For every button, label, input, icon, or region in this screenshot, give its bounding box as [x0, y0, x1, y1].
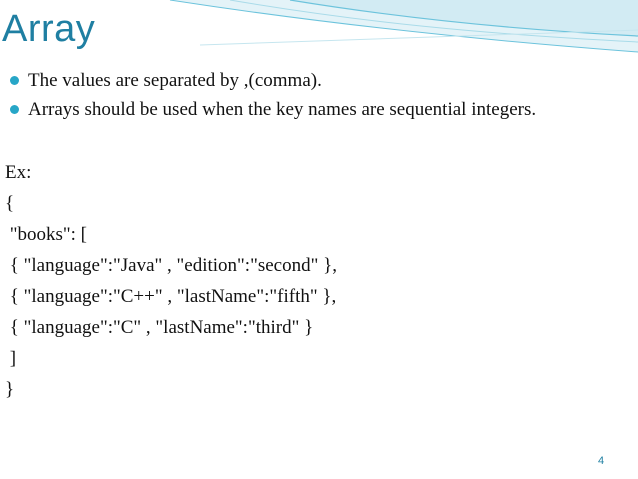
bullet-list — [10, 68, 610, 126]
bullet-dot-icon — [10, 105, 19, 114]
header-wave-decoration — [0, 0, 638, 70]
code-line: } — [5, 379, 15, 400]
code-line: { "language":"Java" , "edition":"second" }, — [5, 255, 337, 276]
bullet-item — [10, 97, 610, 122]
bullet-text: Arrays should be used when the key names are sequential integers. — [28, 99, 537, 120]
code-line: { "language":"C" , "lastName":"third" } — [5, 317, 314, 338]
example-label: Ex: — [5, 162, 32, 183]
code-line: { — [5, 193, 15, 214]
code-line: { "language":"C++" , "lastName":"fifth" }, — [5, 286, 337, 307]
bullet-item — [10, 68, 610, 93]
json-example — [5, 157, 605, 405]
bullet-dot-icon — [10, 76, 19, 85]
bullet-text: The values are separated by ,(comma). — [28, 70, 322, 91]
page-number: 4 — [598, 455, 605, 467]
code-line: "books": [ — [5, 224, 88, 245]
slide-title: Array — [2, 8, 96, 50]
code-line: ] — [5, 348, 17, 369]
